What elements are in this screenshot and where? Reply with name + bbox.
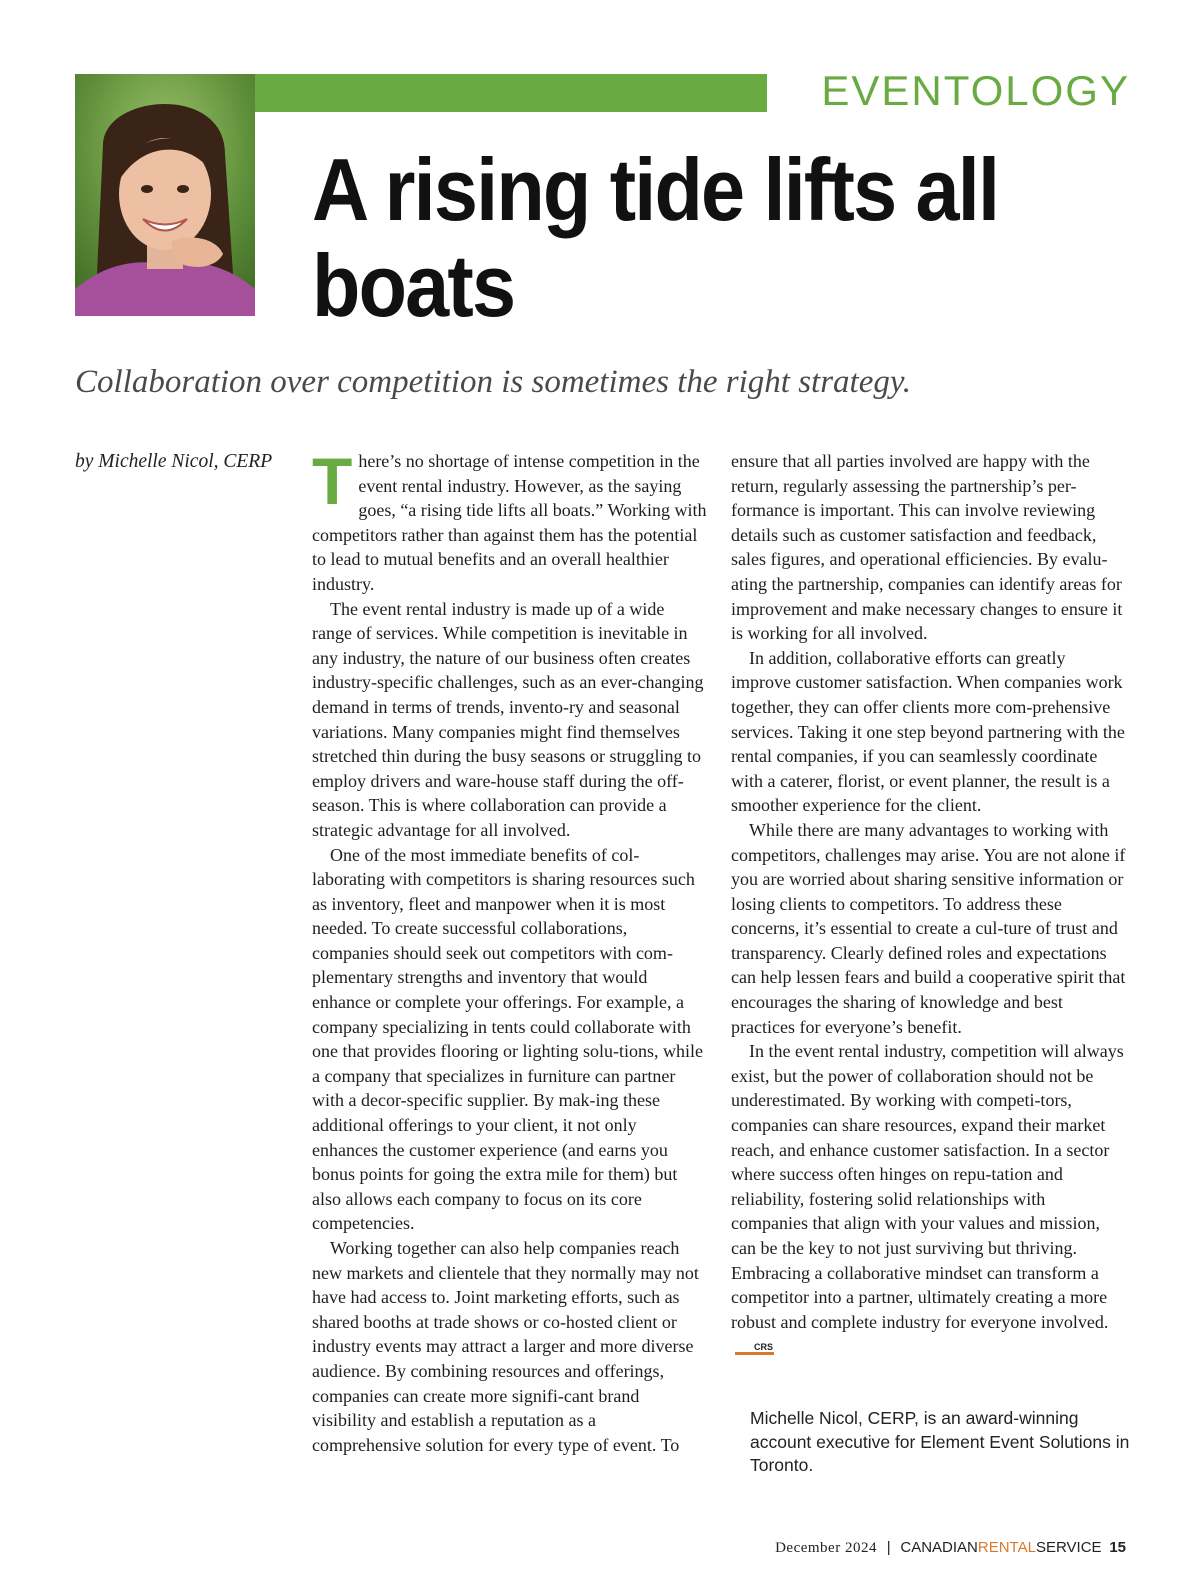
byline: by Michelle Nicol, CERP: [75, 451, 273, 472]
issue-date: December 2024: [775, 1540, 877, 1556]
section-label: EVENTOLOGY: [821, 67, 1130, 114]
magazine-name-part: SERVICE: [1035, 1539, 1102, 1556]
paragraph-text: here’s no shortage of intense competition in the event rental industry. However, as the saying goes, “a rising tide lifts all boats.” Working with competitors rather than against them has the potential to lead to mutual benefits and an overall healthier industry.: [312, 451, 707, 594]
headline: A rising tide lifts all boats: [312, 140, 999, 335]
paragraph-text: In the event rental industry, competition will always exist, but the power of collaboration should not be underestimated. By working with competi-tors, companies can share resources, expand their market reach, and enhance customer satisfaction. In a sector where success often hinges on repu-tation and reliability, fostering solid relationships with companies that align with your values and mission, can be the key to not just surviving but thriving. Embracing a collaborative mindset can transform a competitor into a partner, ultimately creating a more robust and complete industry for everyone involved.: [731, 1041, 1124, 1332]
article-paragraph: One of the most immediate benefits of col-laborating with competitors is sharing resources such as inventory, fleet and manpower when it is most needed. To create successful collaborations, companies should seek out competitors with com-plementary strengths and inventory that would enhance or complete your offerings. For example, a company specializing in tents could collaborate with one that provides flooring or lighting solu-tions, while a company that specializes in furniture can partner with a decor-specific supplier. By mak-ing these additional offerings to your client, it not only enhances the customer experience (and earns you bonus points for going the extra mile for them) but also allows each company to focus on its core competencies.: [312, 844, 703, 1234]
article-paragraph: [312, 444, 707, 597]
article-paragraph: The event rental industry is made up of a wide range of services. While competition is inevitable in any industry, the nature of our business often creates industry-specific challenges, such as an ever-changing demand in terms of trends, invento-ry and seasonal variations. Many companies might find themselves stretched thin during the busy seasons or struggling to employ drivers and ware-house staff during the off-season. This is where collaboration can provide a strategic advantage for all involved.: [312, 598, 704, 840]
section-accent-bar: [255, 74, 767, 112]
article-paragraph: In addition, collaborative efforts can greatly improve customer satisfaction. When companies work together, they can offer clients more com-prehensive services. Taking it one step beyond partnering with the rental companies, if you can seamlessly coordinate with a caterer, florist, or event planner, the result is a smoother experience for the client.: [731, 647, 1125, 816]
magazine-name-part: RENTAL: [977, 1539, 1036, 1556]
end-mark-icon: CRS: [735, 1342, 774, 1355]
page-footer: [775, 1538, 1126, 1558]
article-paragraph: ensure that all parties involved are happy with the return, regularly assessing the partnership’s per-formance is important. This can involve reviewing details such as customer satisfaction and feedback, sales figures, and operational efficiencies. By evalu-ating the partnership, companies can identify areas for improvement and make necessary changes to ensure it is working for all involved.: [731, 451, 1123, 644]
author-portrait-icon: [75, 74, 255, 316]
article-paragraph: While there are many advantages to working with competitors, challenges may arise. You are not alone if you are worried about sharing sensitive information or losing clients to competitors. To address these concerns, it’s essential to create a cul-ture of trust and transparency. Clearly defined roles and expectations can help lessen fears and build a cooperative spirit that encourages the sharing of knowledge and best practices for everyone’s benefit.: [731, 819, 1126, 1037]
author-photo: [75, 74, 255, 316]
author-bio: Michelle Nicol, CERP, is an award-winning account executive for Element Event Solutions in Toronto.: [750, 1408, 1130, 1475]
deck: Collaboration over competition is sometimes the right strategy.: [75, 364, 911, 400]
article-paragraph: Working together can also help companies reach new markets and clientele that they normally may not have had access to. Joint marketing efforts, such as shared booths at trade shows or co-hosted client or industry events may attract a larger and more diverse audience. By combining resources and offerings, companies can create more signifi-cant brand visibility and establish a reputation as a comprehensive solution for every type of event. To: [312, 1238, 699, 1455]
magazine-name-part: CANADIAN: [900, 1539, 978, 1556]
page-number: 15: [1109, 1539, 1126, 1556]
footer-separator: |: [886, 1539, 891, 1556]
article-column-1: [312, 444, 707, 1457]
article-column-2: [731, 449, 1126, 1359]
drop-cap: T: [312, 444, 353, 518]
article-paragraph: [731, 1039, 1126, 1359]
